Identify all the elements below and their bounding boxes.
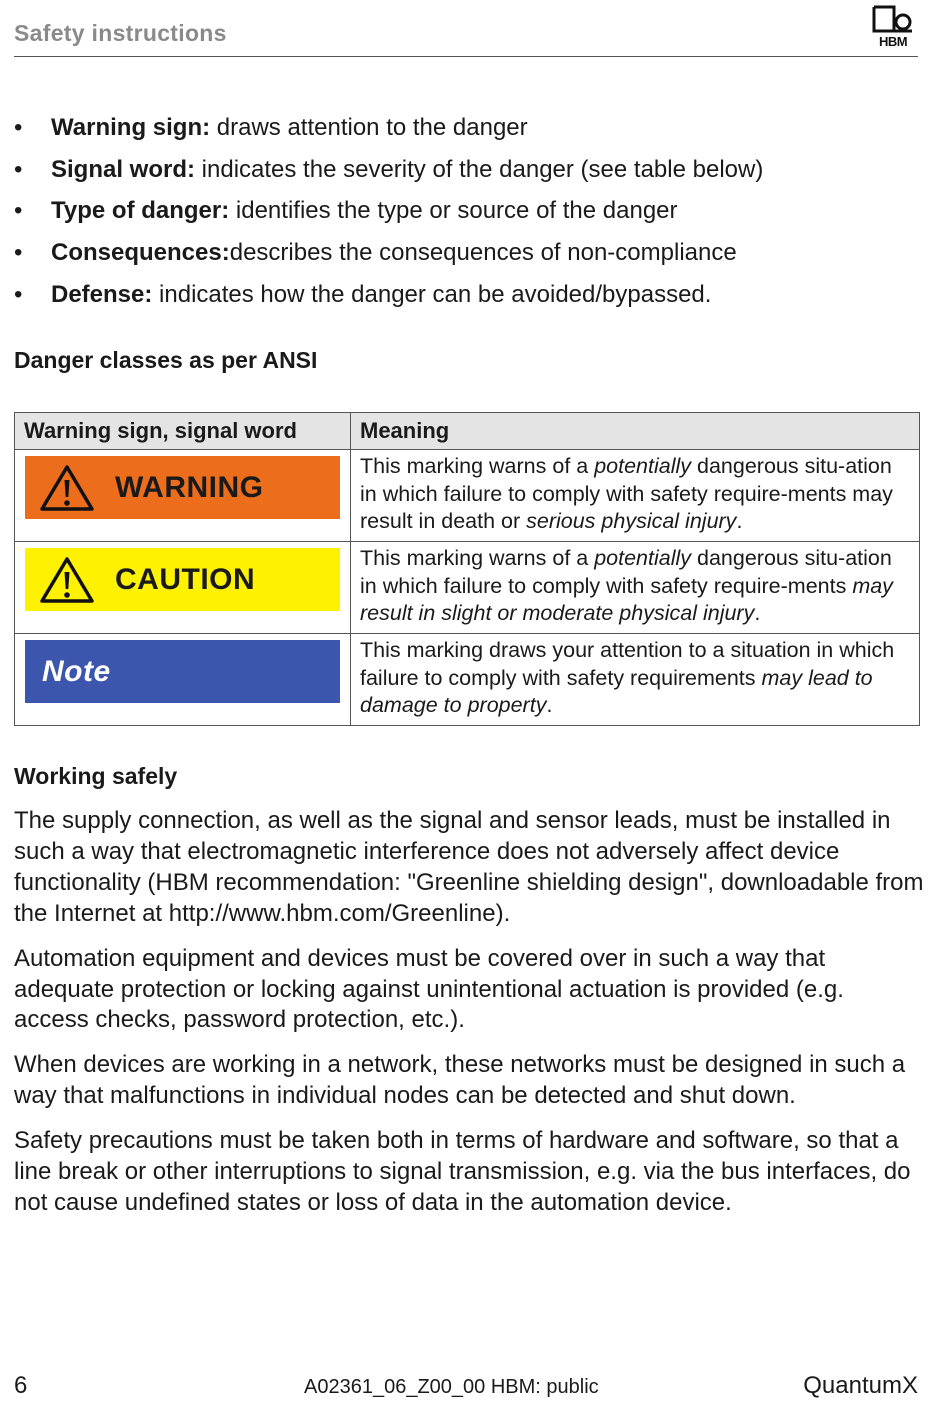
bullet-dot: • bbox=[14, 155, 23, 183]
list-item bbox=[14, 237, 763, 279]
hbm-logo bbox=[869, 5, 917, 49]
signal-word: CAUTION bbox=[115, 562, 256, 596]
warning-triangle-icon bbox=[39, 464, 95, 512]
paragraph: When devices are working in a network, these networks must be designed in such a way that malfunctions in individual nodes can be detected and shut down. bbox=[14, 1051, 906, 1110]
caution-sign bbox=[25, 548, 340, 611]
meaning-cell bbox=[351, 634, 920, 726]
bullet-dot: • bbox=[14, 239, 23, 267]
paragraph: Safety precautions must be taken both in terms of hardware and software, so that a line break or other interruptions to signal transmission, e.g. via the bus interfaces, do not cause undefined states or loss of data in the automation device. bbox=[14, 1127, 911, 1216]
warning-triangle-icon bbox=[39, 556, 95, 604]
description: draws attention to the danger bbox=[210, 114, 528, 141]
hbm-logo-icon bbox=[872, 5, 914, 35]
list-item bbox=[14, 154, 763, 196]
working-safely-heading: Working safely bbox=[14, 763, 178, 789]
product-name: QuantumX bbox=[803, 1372, 918, 1399]
term: Consequences: bbox=[51, 239, 230, 267]
table-header-row bbox=[15, 413, 920, 450]
document-id: A02361_06_Z00_00 HBM: public bbox=[304, 1376, 599, 1398]
list-item bbox=[14, 279, 763, 321]
meaning-cell bbox=[351, 450, 920, 542]
header-title: Safety instructions bbox=[14, 20, 227, 46]
paragraph: Automation equipment and devices must be covered over in such a way that adequate protection or locking against unintentional actuation is provided (e.g. access checks, password protection, etc.). bbox=[14, 944, 844, 1034]
description: describes the consequences of non-compliance bbox=[229, 239, 737, 267]
table-row bbox=[15, 450, 920, 542]
meaning-text: . bbox=[736, 509, 743, 533]
meaning-emphasis: potentially bbox=[594, 454, 692, 478]
meaning-emphasis: serious physical injury bbox=[526, 509, 737, 533]
body-text bbox=[14, 806, 924, 1233]
danger-classes-table bbox=[14, 412, 920, 726]
description: indicates the severity of the danger (see table below) bbox=[195, 155, 764, 183]
danger-classes-heading: Danger classes as per ANSI bbox=[14, 347, 318, 373]
term: Defense: bbox=[51, 280, 153, 308]
description: indicates how the danger can be avoided/bypassed. bbox=[152, 280, 712, 308]
meaning-text: dangerous situ-ation in which failure to comply with safety require-ments bbox=[360, 546, 892, 598]
meaning-text: . bbox=[754, 601, 761, 625]
header-cell-sign: Warning sign, signal word bbox=[15, 413, 351, 450]
table-row bbox=[15, 542, 920, 634]
meaning-text: This marking warns of a bbox=[360, 454, 595, 478]
signal-word: WARNING bbox=[115, 470, 264, 504]
page-number: 6 bbox=[14, 1372, 28, 1399]
table-row bbox=[15, 634, 920, 726]
term: Type of danger: bbox=[51, 197, 230, 225]
meaning-cell bbox=[351, 542, 920, 634]
meaning-text: This marking warns of a bbox=[360, 546, 595, 570]
page-header bbox=[14, 18, 918, 57]
meaning-emphasis: may result in slight or moderate physical injury bbox=[360, 573, 893, 625]
signal-word: Note bbox=[42, 654, 111, 688]
logo-text: HBM bbox=[878, 34, 908, 49]
list-item bbox=[14, 195, 763, 237]
meaning-text: dangerous situ-ation in which failure to comply with safety require-ments may result in death or bbox=[360, 454, 893, 533]
sign-cell bbox=[15, 634, 351, 726]
definition-list bbox=[14, 112, 763, 320]
sign-cell bbox=[15, 542, 351, 634]
meaning-text: . bbox=[546, 693, 553, 717]
paragraph: The supply connection, as well as the signal and sensor leads, must be installed in such a way that electromagnetic interference does not adversely affect device functionality (HBM recommendation: "Greenline shielding design", downloadable from the Internet at http://www.hbm.com/Greenline). bbox=[14, 807, 924, 927]
bullet-dot: • bbox=[14, 114, 23, 141]
page-footer bbox=[14, 1372, 918, 1402]
warning-sign bbox=[25, 456, 340, 519]
sign-cell bbox=[15, 450, 351, 542]
list-item bbox=[14, 112, 763, 154]
term: Warning sign: bbox=[51, 114, 211, 141]
meaning-emphasis: may lead to damage to property bbox=[360, 665, 873, 717]
meaning-emphasis: potentially bbox=[594, 546, 692, 570]
note-sign bbox=[25, 640, 340, 703]
header-cell-meaning: Meaning bbox=[351, 413, 920, 450]
meaning-text: This marking draws your attention to a situation in which failure to comply with safety requirements bbox=[360, 638, 895, 690]
bullet-dot: • bbox=[14, 280, 23, 308]
description: identifies the type or source of the danger bbox=[229, 197, 678, 225]
term: Signal word: bbox=[51, 155, 195, 183]
bullet-dot: • bbox=[14, 197, 23, 225]
